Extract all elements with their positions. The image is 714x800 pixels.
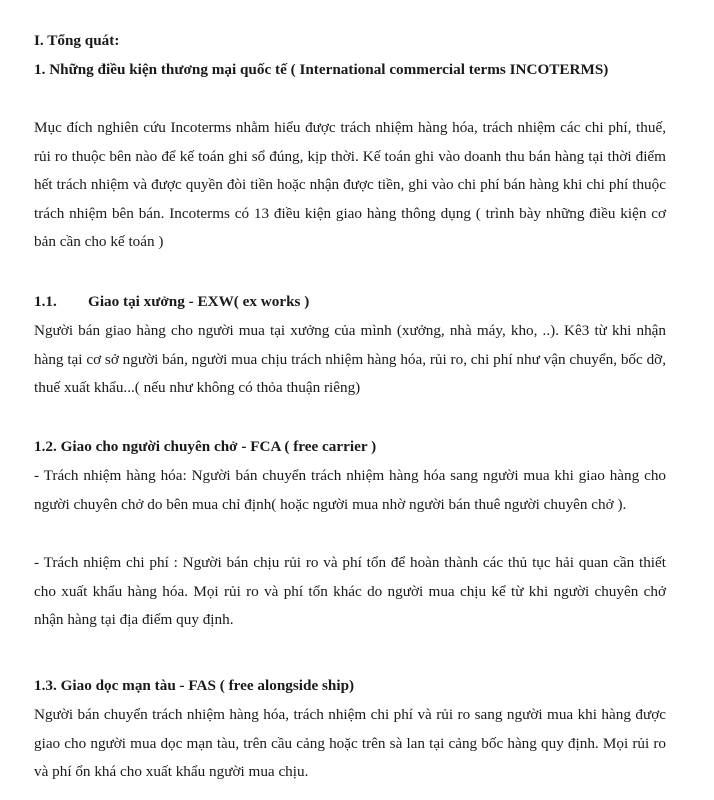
section-title: I. Tổng quát: bbox=[34, 32, 120, 49]
incoterms-heading: 1. Những điều kiện thương mại quốc tế ( International commercial terms INCOTERMS) bbox=[34, 61, 609, 78]
exw-paragraph: Người bán giao hàng cho người mua tại xưởng của mình (xưởng, nhà máy, kho, ..). Kê3 từ khi nhận hàng tại cơ sở người bán, người mua chịu trách nhiệm hàng hóa, rủi ro, chi phí như vận chuyển, bốc dỡ, thuế xuất khẩu...( nếu như không có thỏa thuận riêng) bbox=[34, 322, 666, 397]
exw-title: Giao tại xưởng - EXW( ex works ) bbox=[88, 293, 310, 310]
fca-goods-responsibility: - Trách nhiệm hàng hóa: Người bán chuyển trách nhiệm hàng hóa sang người mua khi giao hàng cho người chuyên chở do bên mua chỉ định( hoặc người mua nhờ người bán thuê người chuyên chở ). bbox=[34, 467, 666, 513]
intro-paragraph: Mục đích nghiên cứu Incoterms nhằm hiểu được trách nhiệm hàng hóa, trách nhiệm các chi phí, thuế, rủi ro thuộc bên nào để kế toán ghi sổ đúng, kịp thời. Kế toán ghi vào doanh thu bán hàng tại thời điểm hết trách nhiệm và được quyền đòi tiền hoặc nhận được tiền, ghi vào chi phí bán hàng khi chi phí thuộc trách nhiệm bên bán. Incoterms có 13 điều kiện giao hàng thông dụng ( trình bày những điều kiện cơ bản cần cho kế toán ) bbox=[34, 119, 666, 251]
fca-cost-responsibility: - Trách nhiệm chi phí : Người bán chịu rủi ro và phí tổn để hoàn thành các thủ tục hải quan cần thiết cho xuất khẩu hàng hóa. Mọi rủi ro và phí tổn khác do người mua chịu kể từ khi người chuyên chở nhận hàng tại địa điểm quy định. bbox=[34, 554, 666, 629]
exw-number: 1.1. bbox=[34, 293, 57, 310]
fas-paragraph: Người bán chuyển trách nhiệm hàng hóa, trách nhiệm chi phí và rủi ro sang người mua khi hàng được giao cho người mua dọc mạn tàu, trên cầu cảng hoặc trên sà lan tại cảng bốc hàng quy định. Mọi rủi ro và phí ổn khá cho xuất khẩu người mua chịu. bbox=[34, 706, 666, 781]
fca-heading: 1.2. Giao cho người chuyên chở - FCA ( free carrier ) bbox=[34, 438, 377, 455]
fas-heading: 1.3. Giao dọc mạn tàu - FAS ( free alongside ship) bbox=[34, 677, 355, 694]
exw-heading bbox=[34, 288, 666, 317]
